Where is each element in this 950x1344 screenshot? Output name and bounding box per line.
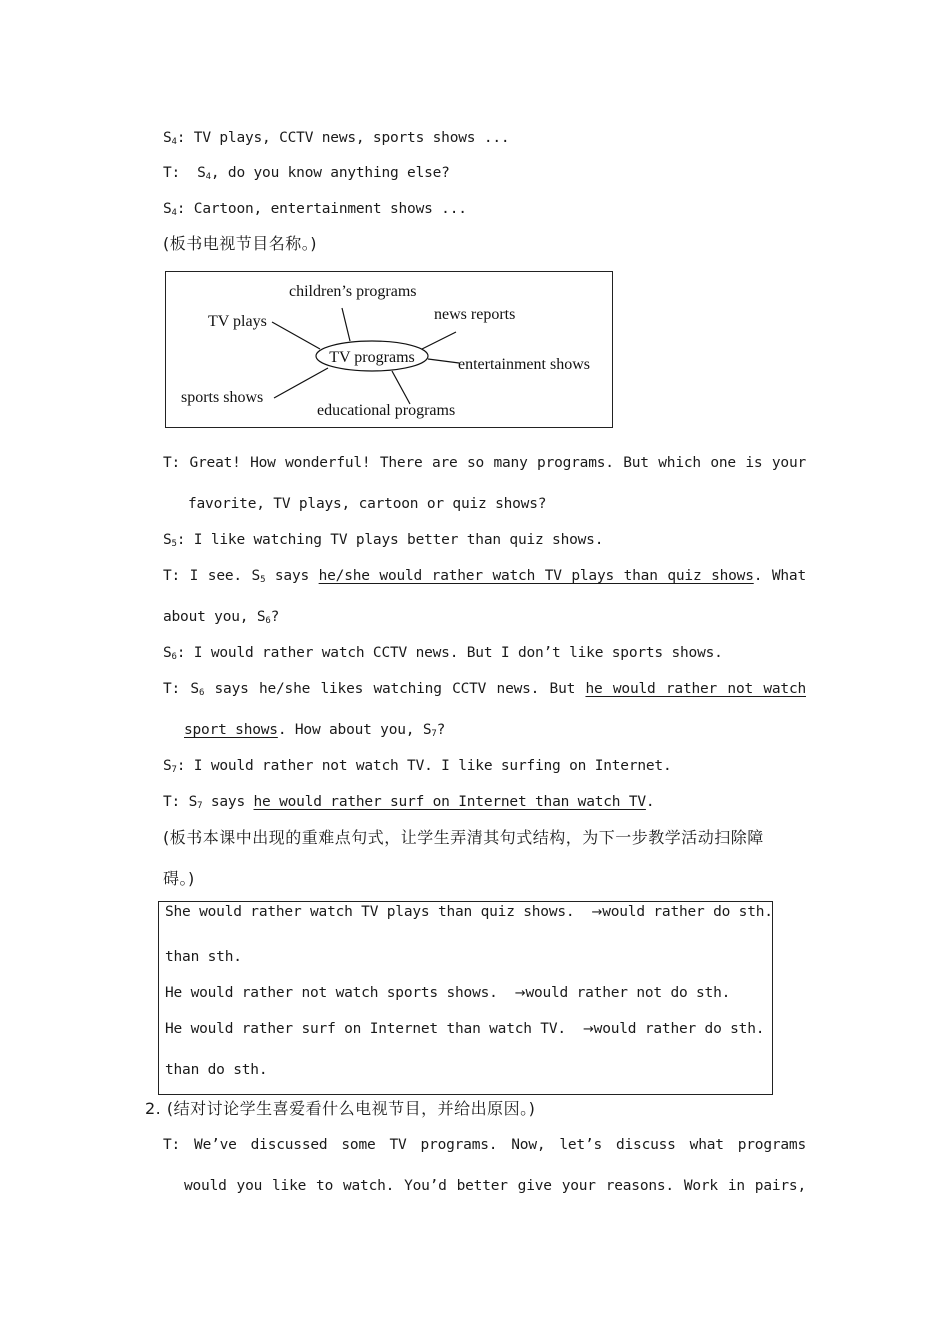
structure-sentence: She would rather watch TV plays than quiz shows. →would rather do sth. bbox=[165, 904, 773, 920]
dialogue-line: $S_4$: TV plays, CCTV news, sports shows ... bbox=[163, 130, 510, 147]
underlined-phrase: he would rather surf on Internet than watch TV bbox=[253, 794, 646, 810]
dialogue-line: T: I see. $S_5$ says he/she would rather watch TV plays than quiz shows. What bbox=[163, 568, 806, 585]
dialogue-line: T: $S_6$ says he/she likes watching CCTV news. But he would rather not watch bbox=[163, 681, 806, 698]
arrow-icon: → bbox=[591, 905, 603, 920]
diagram-canvas bbox=[166, 272, 612, 427]
educational-programs-label: educational programs bbox=[317, 402, 456, 419]
connector-line bbox=[274, 368, 328, 398]
tv-programs-diagram bbox=[165, 271, 613, 428]
sports-shows-label: sports shows bbox=[181, 389, 264, 406]
connector-line bbox=[392, 371, 410, 404]
dialogue-line: $S_4$: Cartoon, entertainment shows ... bbox=[163, 201, 467, 218]
structure-pattern: than sth. bbox=[165, 949, 242, 965]
tv-plays-label: TV plays bbox=[208, 313, 267, 330]
teaching-note: (板书本课中出现的重难点句式，让学生弄清其句式结构，为下一步教学活动扫除障 bbox=[163, 828, 764, 847]
dialogue-line: T: Great! How wonderful! There are so many programs. But which one is your bbox=[163, 455, 806, 471]
dialogue-line: favorite, TV plays, cartoon or quiz shows? bbox=[188, 496, 547, 512]
dialogue-line: T: $S_4$, do you know anything else? bbox=[163, 165, 450, 182]
entertainment-shows-label: entertainment shows bbox=[458, 356, 590, 373]
structure-pattern: than do sth. bbox=[165, 1062, 268, 1078]
dialogue-line: sport shows. How about you, $S_7$? bbox=[184, 722, 446, 739]
dialogue-line: $S_5$: I like watching TV plays better than quiz shows. bbox=[163, 532, 604, 549]
dialogue-line: $S_6$: I would rather watch CCTV news. But I don’t like sports shows. bbox=[163, 645, 723, 662]
connector-line bbox=[422, 332, 456, 349]
connector-line bbox=[342, 308, 350, 341]
structure-sentence: He would rather surf on Internet than watch TV. →would rather do sth. bbox=[165, 1021, 765, 1037]
teaching-note: 碍。) bbox=[163, 869, 195, 888]
underlined-phrase: he/she would rather watch TV plays than quiz shows bbox=[318, 568, 754, 584]
dialogue-line: T: $S_7$ says he would rather surf on Internet than watch TV. bbox=[163, 794, 655, 811]
underlined-phrase: he would rather not watch bbox=[585, 681, 806, 697]
dialogue-line: $S_7$: I would rather not watch TV. I like surfing on Internet. bbox=[163, 758, 672, 775]
teaching-note: (板书电视节目名称。) bbox=[163, 234, 317, 253]
dialogue-line: about you, $S_6$? bbox=[163, 609, 280, 626]
underlined-phrase: sport shows bbox=[184, 722, 278, 738]
arrow-icon: → bbox=[582, 1022, 594, 1037]
connector-line bbox=[428, 359, 459, 363]
news-reports-label: news reports bbox=[434, 306, 516, 323]
arrow-icon: → bbox=[514, 986, 526, 1001]
dialogue-line: would you like to watch. You’d better give your reasons. Work in pairs, bbox=[184, 1178, 806, 1194]
dialogue-line: T: We’ve discussed some TV programs. Now, let’s discuss what programs bbox=[163, 1137, 806, 1153]
section-heading: 2. (结对讨论学生喜爱看什么电视节目，并给出原因。) bbox=[145, 1099, 536, 1118]
center-label: TV programs bbox=[329, 349, 415, 366]
children-programs-label: children’s programs bbox=[289, 283, 417, 300]
structure-sentence: He would rather not watch sports shows. →would rather not do sth. bbox=[165, 985, 731, 1001]
connector-line bbox=[272, 322, 320, 349]
